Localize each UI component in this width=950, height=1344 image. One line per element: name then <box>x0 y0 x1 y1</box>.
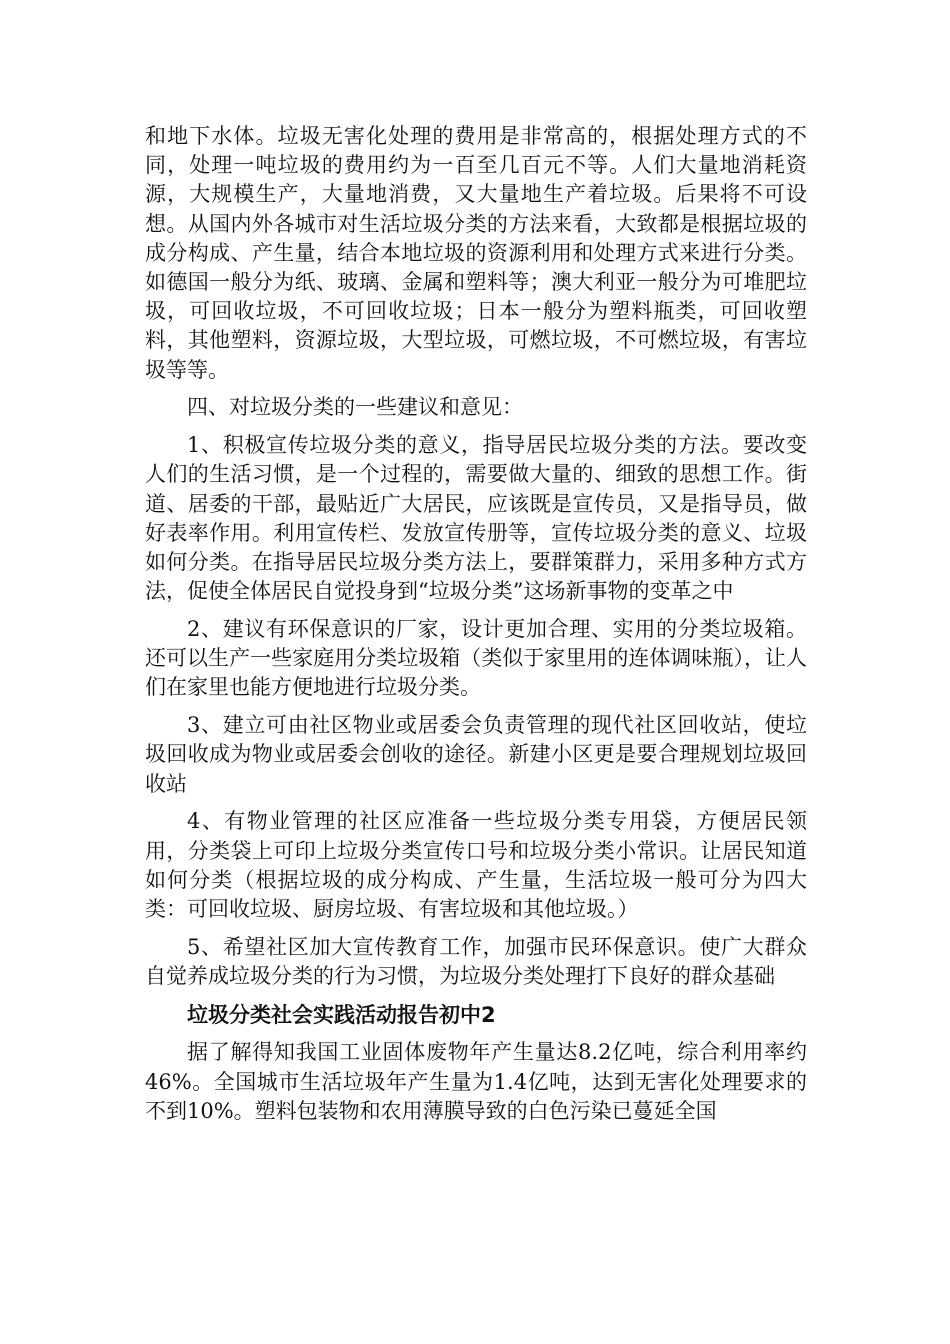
suggestion-paragraph-3: 3、建立可由社区物业或居委会负责管理的现代社区回收站，使垃圾回收成为物业或居委会创收的途径。新建小区更是要合理规划垃圾回收站 <box>145 713 807 796</box>
suggestion-paragraph-1: 1、积极宣传垃圾分类的意义，指导居民垃圾分类的方法。要改变人们的生活习惯，是一个过程的，需要做大量的、细致的思想工作。街道、居委的干部，最贴近广大居民，应该既是宣传员，又是指导员，做好表率作用。利用宣传栏、发放宣传册等，宣传垃圾分类的意义、垃圾如何分类。在指导居民垃圾分类方法上，要群策群力，采用多种方式方法，促使全体居民自觉投身到“垃圾分类”这场新事物的变革之中 <box>145 433 807 604</box>
document-page <box>145 122 807 1135</box>
body-paragraph: 和地下水体。垃圾无害化处理的费用是非常高的，根据处理方式的不同，处理一吨垃圾的费用约为一百至几百元不等。人们大量地消耗资源，大规模生产，大量地消费，又大量地生产着垃圾。后果将不可设想。从国内外各城市对生活垃圾分类的方法来看，大致都是根据垃圾的成分构成、产生量，结合本地垃圾的资源利用和处理方式来进行分类。如德国一般分为纸、玻璃、金属和塑料等；澳大利亚一般分为可堆肥垃圾，可回收垃圾，不可回收垃圾；日本一般分为塑料瓶类，可回收塑料，其他塑料，资源垃圾，大型垃圾，可燃垃圾，不可燃垃圾，有害垃圾等等。 <box>145 124 807 382</box>
report-intro-paragraph: 据了解得知我国工业固体废物年产生量达8.2亿吨，综合利用率约46%。全国城市生活垃圾年产生量为1.4亿吨，达到无害化处理要求的不到10%。塑料包装物和农用薄膜导致的白色污染已蔓延全国 <box>145 1040 807 1123</box>
suggestion-paragraph-4: 4、有物业管理的社区应准备一些垃圾分类专用袋，方便居民领用，分类袋上可印上垃圾分类宣传口号和垃圾分类小常识。让居民知道如何分类（根据垃圾的成分构成、产生量，生活垃圾一般可分为四大类：可回收垃圾、厨房垃圾、有害垃圾和其他垃圾。） <box>145 809 807 922</box>
section-subheading: 四、对垃圾分类的一些建议和意见： <box>187 395 523 420</box>
report-heading: 垃圾分类社会实践活动报告初中2 <box>187 1003 496 1028</box>
suggestion-paragraph-5: 5、希望社区加大宣传教育工作，加强市民环保意识。使广大群众自觉养成垃圾分类的行为习惯，为垃圾分类处理打下良好的群众基础 <box>145 934 807 989</box>
suggestion-paragraph-2: 2、建议有环保意识的厂家，设计更加合理、实用的分类垃圾箱。还可以生产一些家庭用分类垃圾箱（类似于家里用的连体调味瓶），让人们在家里也能方便地进行垃圾分类。 <box>145 617 807 700</box>
